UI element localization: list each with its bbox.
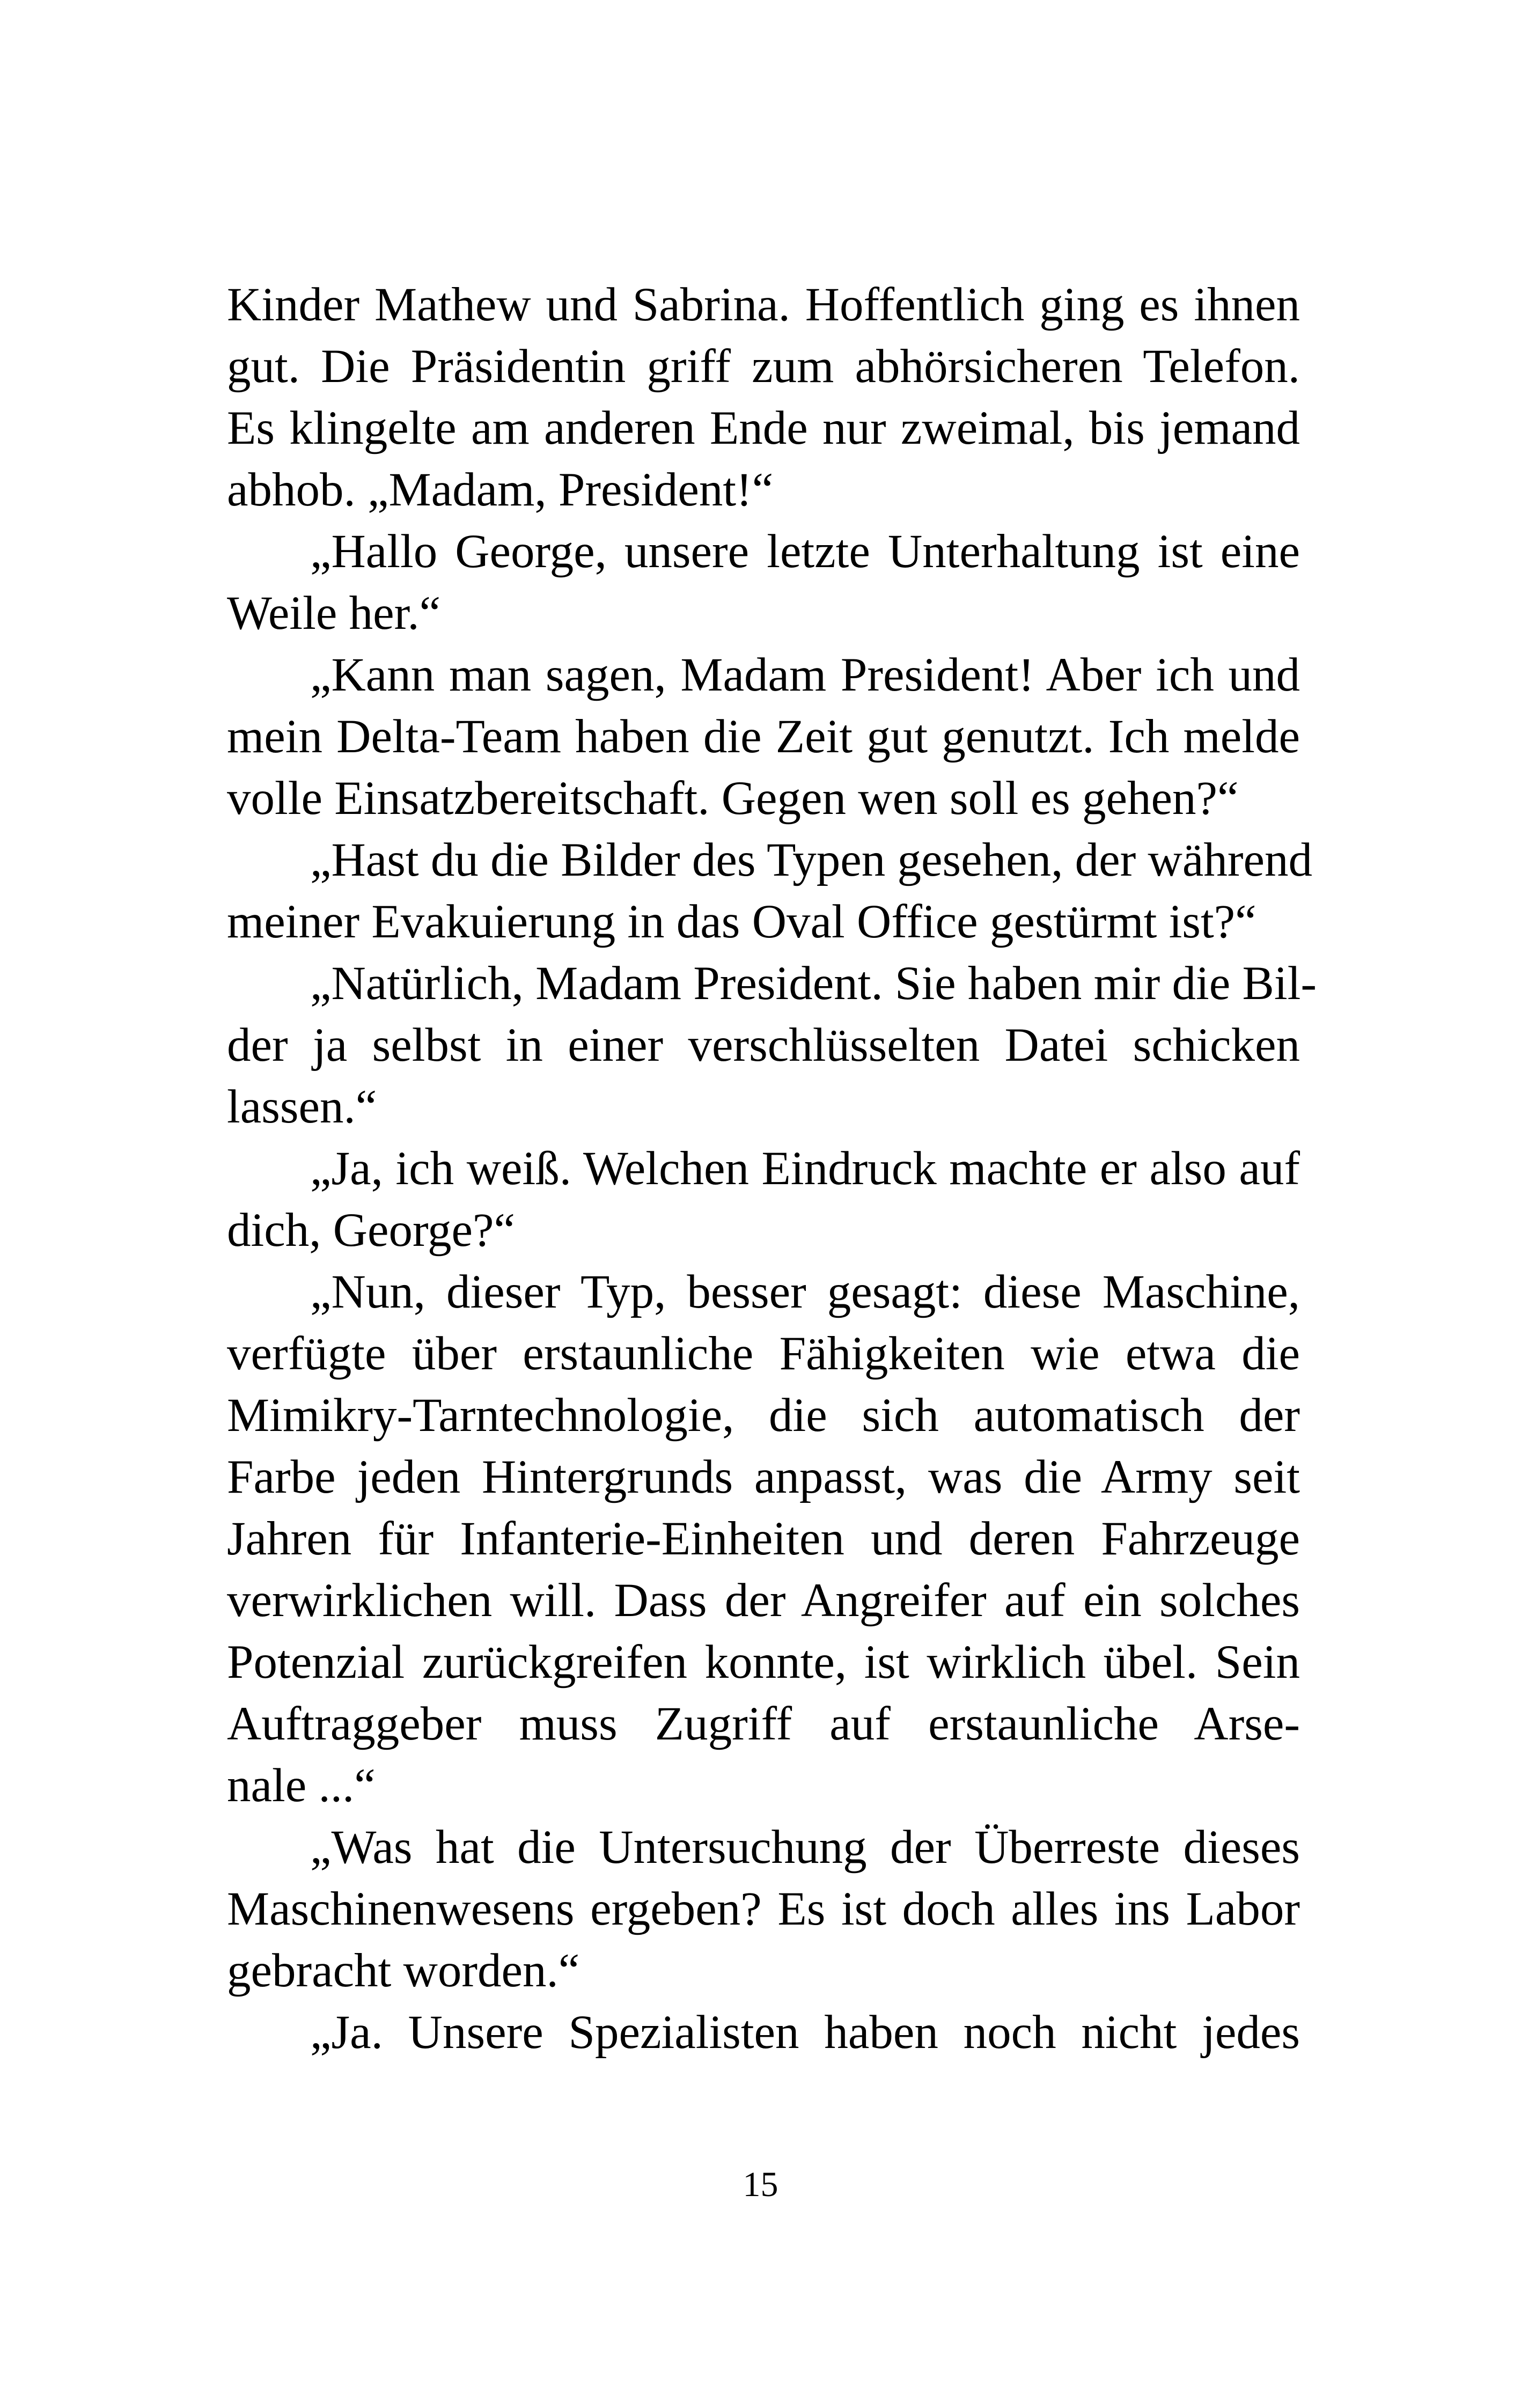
page-number: 15 — [743, 2165, 778, 2204]
text-line: „Ja. Unsere Spezialisten haben noch nicht jedes — [310, 2006, 1300, 2059]
text-line: verfügte über erstaunliche Fähigkeiten wie etwa die — [227, 1327, 1300, 1380]
text-line: Kinder Mathew und Sabrina. Hoffentlich ging es ihnen — [227, 278, 1300, 331]
text-line: gut. Die Präsidentin griff zum abhörsicheren Telefon. — [227, 340, 1300, 393]
text-line: meiner Evakuierung in das Oval Office gestürmt ist?“ — [227, 895, 1257, 948]
text-line: volle Einsatzbereitschaft. Gegen wen soll es gehen?“ — [227, 772, 1239, 825]
text-line: „Ja, ich weiß. Welchen Eindruck machte er also auf — [310, 1142, 1300, 1195]
text-line: Maschinenwesens ergeben? Es ist doch alles ins Labor — [227, 1883, 1300, 1935]
text-line: nale ...“ — [227, 1759, 376, 1812]
text-line: „Nun, dieser Typ, besser gesagt: diese Maschine, — [310, 1266, 1300, 1318]
text-line: Jahren für Infanterie-Einheiten und deren Fahrzeuge — [227, 1513, 1300, 1565]
body-text — [227, 274, 1317, 2064]
text-line: verwirklichen will. Dass der Angreifer auf ein solches — [227, 1574, 1300, 1627]
text-line: Auftraggeber muss Zugriff auf erstaunliche Arse- — [227, 1698, 1300, 1750]
text-line: „Kann man sagen, Madam President! Aber ich und — [310, 649, 1300, 701]
text-line: Potenzial zurückgreifen konnte, ist wirklich übel. Sein — [227, 1636, 1300, 1688]
text-line: „Hast du die Bilder des Typen gesehen, der während — [310, 834, 1312, 886]
text-line: Es klingelte am anderen Ende nur zweimal, bis jemand — [227, 402, 1300, 454]
text-line: Weile her.“ — [227, 587, 441, 640]
text-line: gebracht worden.“ — [227, 1944, 580, 1997]
text-line: abhob. „Madam, President!“ — [227, 464, 774, 516]
text-line: Mimikry-Tarntechnologie, die sich automatisch der — [227, 1389, 1300, 1442]
text-line: „Natürlich, Madam President. Sie haben mir die Bil- — [310, 957, 1317, 1010]
text-line: dich, George?“ — [227, 1204, 516, 1257]
text-line: lassen.“ — [227, 1081, 377, 1133]
text-line: „Hallo George, unsere letzte Unterhaltung ist eine — [310, 525, 1300, 578]
text-line: „Was hat die Untersuchung der Überreste dieses — [310, 1821, 1300, 1874]
text-line: Farbe jeden Hintergrunds anpasst, was die Army seit — [227, 1451, 1300, 1503]
text-line: der ja selbst in einer verschlüsselten Datei schicken — [227, 1019, 1300, 1071]
text-line: mein Delta-Team haben die Zeit gut genutzt. Ich melde — [227, 710, 1300, 763]
